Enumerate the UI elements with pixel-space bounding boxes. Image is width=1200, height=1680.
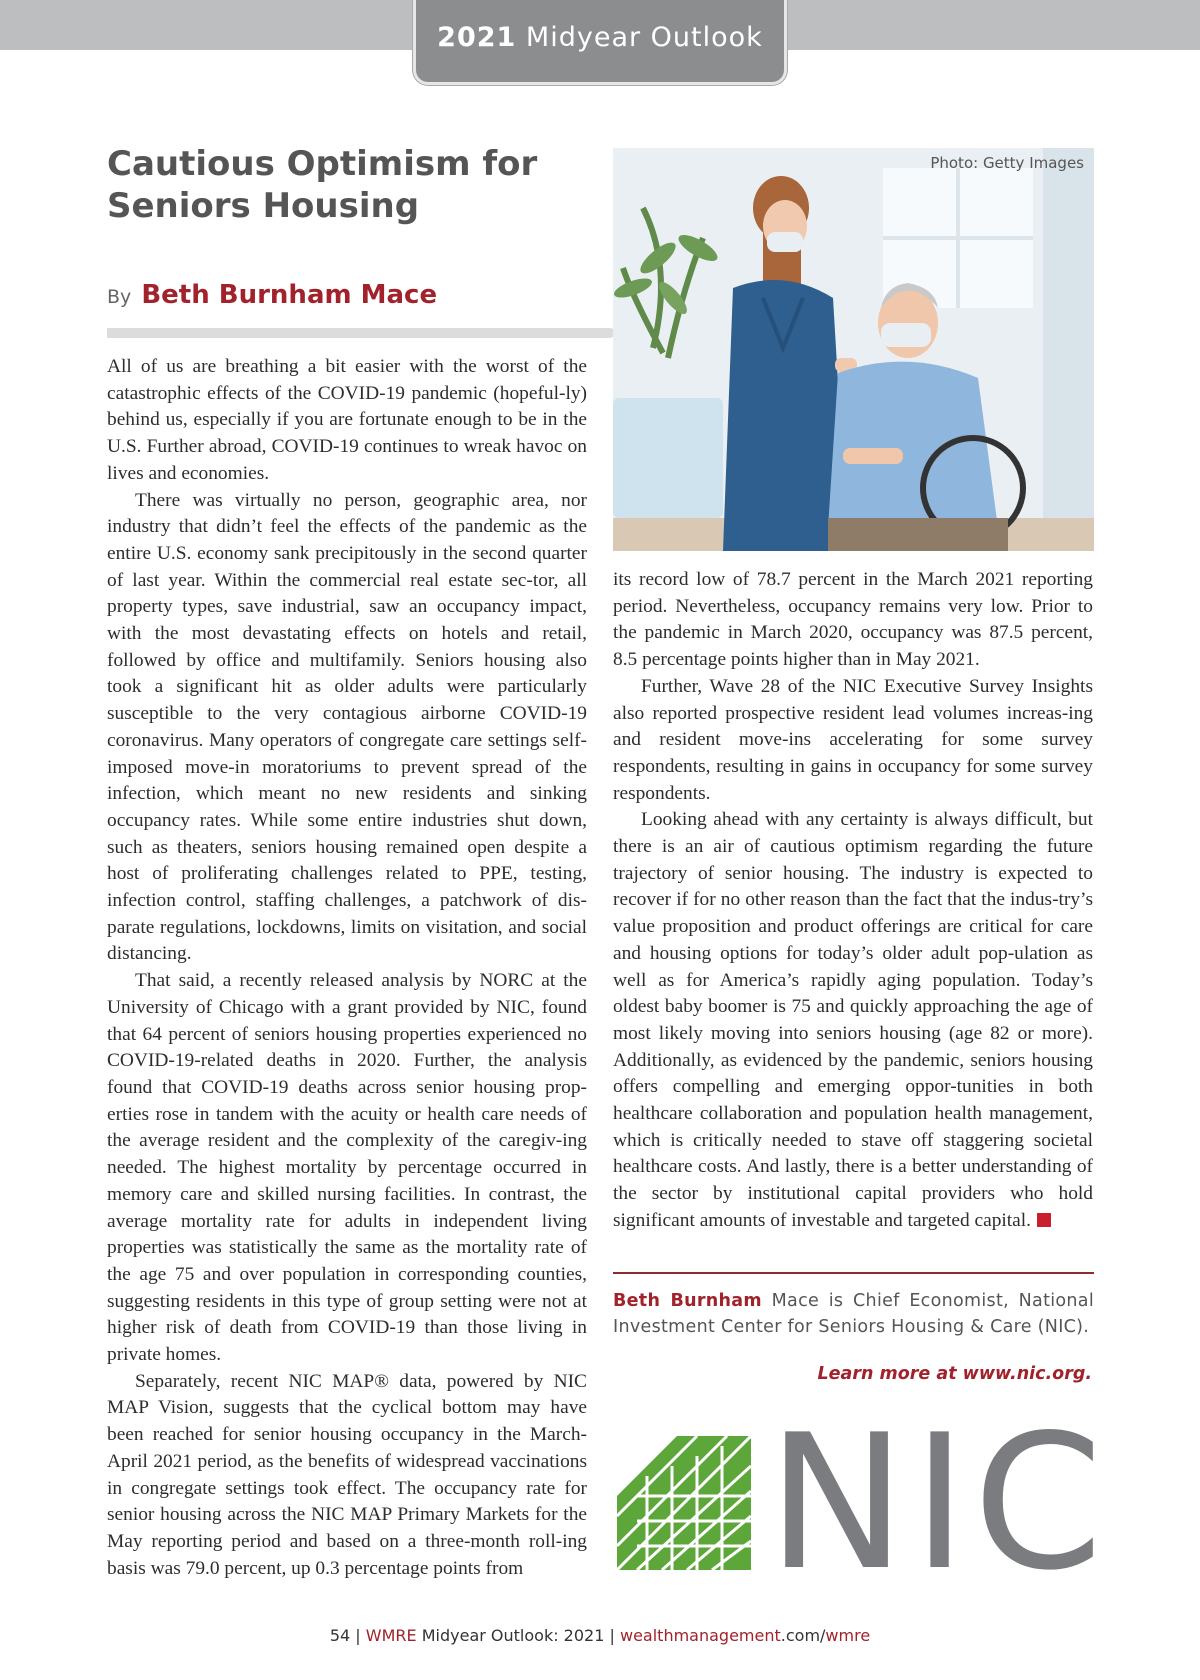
bio-text: Mace is Chief Economist, National Investment Center for Seniors Housing & Care (NIC).: [613, 1291, 1094, 1337]
article-column-right: [613, 567, 1093, 1235]
page-footer: 54 | WMRE Midyear Outlook: 2021 | wealthmanagement.com/wmre: [329, 1626, 871, 1645]
nic-logo: [617, 1394, 1109, 1611]
publication-title: Midyear Outlook: 2021: [421, 1626, 605, 1645]
end-mark-icon: [1037, 1213, 1051, 1227]
paragraph: Separately, recent NIC MAP® data, powered by NIC MAP Vision, suggests that the cyclical bottom may have been reached for senior housing occupancy in the March-April 2021 period, as the benefits of widespread vaccinations in congregate settings took effect. The occupancy rate for senior housing across the NIC MAP Primary Markets for the May reporting period and based on a three-month roll-ing basis was 79.0 percent, up 0.3 percentage points from: [107, 1370, 587, 1579]
article-column-left: [107, 354, 587, 1582]
paragraph: There was virtually no person, geographic area, nor industry that didn’t feel the effects of the pandemic as the entire U.S. economy sank precipitously in the second quarter of last year. Within the commercial real estate sec-tor, all property types, save industrial, saw an occupancy impact, with the most devastating effects on hotels and retail, followed by office and multifamily. Seniors housing also took a significant hit as older adults were particularly susceptible to the very contagious airborne COVID-19 coronavirus. Many operators of congregate care settings self-imposed move-in moratoriums to prevent spread of the infection, which meant no new residents and sinking occupancy rates. While some entire industries shut down, such as theaters, seniors housing remained open despite a host of proliferating challenges related to PPE, testing, infection control, staffing challenges, a patchwork of dis-parate regulations, lockdowns, limits on visitation, and social distancing.: [107, 489, 587, 965]
nic-logo-wordmark: NIC: [767, 1394, 1109, 1611]
nurse-and-patient-illustration: [613, 148, 1094, 551]
nic-logo-mark-icon: [617, 1436, 751, 1570]
section-tab-label: 2021 Midyear Outlook: [437, 22, 763, 53]
article-title: Cautious Optimism for Seniors Housing: [107, 144, 538, 226]
article-photo: [613, 148, 1094, 551]
byline: [107, 280, 437, 310]
website-link[interactable]: wealthmanagement.com/wmre: [619, 1626, 871, 1645]
paragraph: That said, a recently released analysis by NORC at the University of Chicago with a grant provided by NIC, found that 64 percent of seniors housing properties experienced no COVID-19-related deaths in 2020. Further, the analysis found that COVID-19 deaths across senior housing prop-erties rose in tandem with the acuity or health care needs of the average resident and the complexity of the caregiv-ing needed. The highest mortality by percentage occurred in memory care and skilled nursing facilities. In contrast, the average mortality rate for adults in independent living properties was statistically the same as the mortality rate of the age 75 and over population in corresponding counties, suggesting residents in this type of group setting were not at higher risk of death from COVID-19 than those living in private homes.: [107, 970, 587, 1366]
photo-credit: Photo: Getty Images: [930, 154, 1084, 172]
bio-name: Beth Burnham: [613, 1291, 762, 1311]
paragraph: [613, 807, 1093, 1234]
paragraph-text: Looking ahead with any certainty is always difficult, but there is an air of cautious optimism regarding the future trajectory of senior housing. The industry is expected to recover if for no other reason than the fact that the indus-try’s value proposition and product offerings are critical for care and housing options for today’s older adult pop-ulation as well as for America’s rapidly aging population. Today’s oldest baby boomer is 75 and quickly approaching the age of most likely moving into seniors housing (age 82 or more). Additionally, as evidenced by the pandemic, seniors housing offers compelling and emerging oppor-tunities in both healthcare collaboration and population health management, which is critically needed to stave off staggering societal healthcare costs. And lastly, there is a better understanding of the sector by institutional capital providers who hold significant amounts of investable and targeted capital.: [613, 809, 1093, 1231]
byline-prefix: By: [107, 286, 132, 308]
paragraph: Further, Wave 28 of the NIC Executive Survey Insights also reported prospective resident lead volumes increas-ing and resident move-ins accelerating for some survey respondents, resulting in gains in occupancy for some survey respondents.: [613, 675, 1093, 804]
paragraph: its record low of 78.7 percent in the March 2021 reporting period. Nevertheless, occupancy remains very low. Prior to the pandemic in March 2020, occupancy was 87.5 percent, 8.5 percentage points higher than in May 2021.: [613, 569, 1093, 671]
section-tab: [416, 0, 784, 82]
page-number: 54: [329, 1626, 351, 1645]
publication-brand: WMRE: [365, 1626, 417, 1645]
paragraph: All of us are breathing a bit easier with the worst of the catastrophic effects of the COVID-19 pandemic (hopeful-ly) behind us, especially if you are fortunate enough to be in the U.S. Further abroad, COVID-19 continues to wreak havoc on lives and economies.: [107, 356, 587, 484]
title-divider: [107, 328, 615, 338]
author-bio: [613, 1288, 1094, 1340]
author-name: Beth Burnham Mace: [141, 280, 438, 310]
learn-more-link[interactable]: Learn more at www.nic.org.: [817, 1364, 1092, 1384]
bio-divider: [613, 1272, 1094, 1274]
